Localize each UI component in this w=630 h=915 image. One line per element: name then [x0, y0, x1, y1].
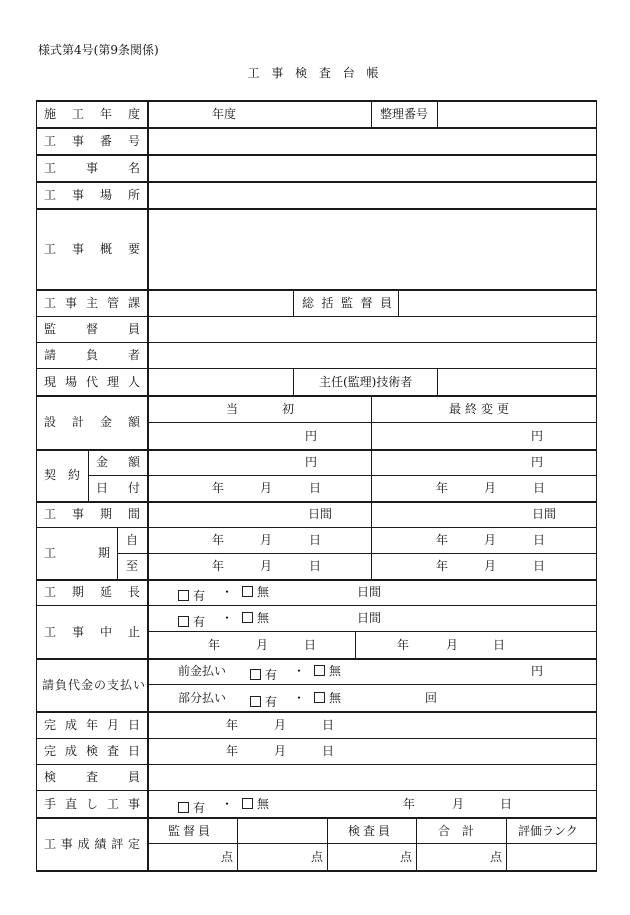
label-project-site: 工 事 場 所	[44, 188, 140, 202]
design-initial-unit: 円	[305, 429, 318, 443]
eval-points-4: 点	[490, 850, 503, 864]
partial-yes-checkbox[interactable]	[250, 696, 261, 707]
contract-final-day: 日	[533, 481, 546, 495]
eval-col-inspector: 検査員	[348, 824, 394, 838]
rework-no-checkbox[interactable]	[242, 798, 253, 809]
label-suspension: 工 事 中 止	[44, 625, 140, 639]
page-title: 工 事 検 査 台 帳	[247, 66, 383, 80]
suspension-yes-checkbox[interactable]	[178, 616, 189, 627]
extension-choice: 有 ・ 無	[178, 585, 205, 604]
term-from-final-day: 日	[533, 533, 546, 547]
inspection-month: 月	[274, 744, 287, 758]
extension-yes-checkbox[interactable]	[178, 590, 189, 601]
completion-month: 月	[274, 718, 287, 732]
label-rework: 手 直 し 工 事	[44, 797, 140, 811]
contract-date-month: 月	[260, 481, 273, 495]
label-contract-amount: 金 額	[96, 455, 140, 469]
work-period-initial-unit: 日間	[308, 507, 333, 521]
label-design-amount: 設 計 金 額	[44, 415, 140, 429]
label-completion-inspection-date: 完 成 検 査 日	[44, 744, 140, 758]
rework-choice: 有 ・ 無	[178, 797, 205, 816]
payment-advance-unit: 円	[531, 664, 544, 678]
term-from-final-month: 月	[484, 533, 497, 547]
contract-date-year: 年	[212, 481, 225, 495]
rework-day: 日	[500, 797, 513, 811]
rework-month: 月	[452, 797, 465, 811]
label-contract: 契 約	[44, 468, 80, 482]
label-term: 工 期	[44, 546, 110, 560]
term-to-final-year: 年	[436, 559, 449, 573]
extension-unit: 日間	[357, 585, 382, 599]
label-reference-number: 整理番号	[380, 107, 429, 121]
label-project-name: 工 事 名	[44, 161, 140, 175]
inspection-year: 年	[226, 744, 239, 758]
col-initial: 当 初	[226, 402, 294, 416]
term-to-month: 月	[260, 559, 273, 573]
label-completion-date: 完 成 年 月 日	[44, 718, 140, 732]
eval-col-total: 合 計	[438, 824, 475, 838]
contract-final-year: 年	[436, 481, 449, 495]
label-site-agent: 現 場 代 理 人	[44, 375, 140, 389]
suspension-unit: 日間	[357, 611, 382, 625]
partial-no-checkbox[interactable]	[314, 692, 325, 703]
suspension-start-year: 年	[208, 638, 221, 652]
suspension-start-month: 月	[256, 638, 269, 652]
term-to-day: 日	[309, 559, 322, 573]
payment-partial-choice: 有 ・ 無	[250, 691, 277, 710]
label-supervisor: 監 督 員	[44, 322, 140, 336]
label-inspector: 検 査 員	[44, 770, 140, 784]
contract-final-unit: 円	[531, 455, 544, 469]
label-contract-date: 日 付	[96, 481, 140, 495]
term-to-final-month: 月	[484, 559, 497, 573]
label-project-summary: 工 事 概 要	[44, 242, 140, 256]
rework-yes-checkbox[interactable]	[178, 802, 189, 813]
label-term-to: 至	[126, 559, 139, 573]
advance-no-checkbox[interactable]	[314, 665, 325, 676]
term-from-year: 年	[212, 533, 225, 547]
label-term-from: 自	[126, 533, 139, 547]
fiscal-year-suffix: 年度	[212, 107, 237, 121]
term-to-year: 年	[212, 559, 225, 573]
col-final: 最終変更	[449, 402, 514, 416]
eval-points-1: 点	[221, 850, 234, 864]
label-evaluation: 工 事 成 績 評 定	[44, 837, 140, 851]
suspension-end-year: 年	[397, 638, 410, 652]
eval-col-supervisor: 監督員	[168, 824, 214, 838]
label-chief-engineer: 主任(監理)技術者	[319, 375, 413, 389]
completion-day: 日	[322, 718, 335, 732]
form-number: 様式第4号(第9条関係)	[38, 43, 159, 57]
label-contractor: 請 負 者	[44, 348, 140, 362]
suspension-end-day: 日	[493, 638, 506, 652]
payment-advance-choice: 有 ・ 無	[250, 664, 277, 683]
contract-date-day: 日	[309, 481, 322, 495]
extension-no-checkbox[interactable]	[242, 586, 253, 597]
term-from-day: 日	[309, 533, 322, 547]
eval-col-rank: 評価ランク	[518, 824, 578, 838]
completion-year: 年	[226, 718, 239, 732]
work-period-final-unit: 日間	[532, 507, 557, 521]
term-from-month: 月	[260, 533, 273, 547]
eval-points-3: 点	[400, 850, 413, 864]
design-final-unit: 円	[531, 429, 544, 443]
label-fiscal-year: 施 工 年 度	[44, 107, 140, 121]
term-from-final-year: 年	[436, 533, 449, 547]
inspection-day: 日	[322, 744, 335, 758]
suspension-start-day: 日	[304, 638, 317, 652]
suspension-choice: 有 ・ 無	[178, 611, 205, 630]
label-project-number: 工 事 番 号	[44, 134, 140, 148]
label-chief-supervisor: 総 括 監 督 員	[302, 296, 392, 310]
suspension-end-month: 月	[446, 638, 459, 652]
payment-partial-unit: 回	[425, 691, 438, 705]
payment-partial-label: 部分払い	[178, 691, 227, 705]
label-payment: 請負代金の支払い	[42, 678, 147, 692]
rework-year: 年	[403, 797, 416, 811]
contract-final-month: 月	[484, 481, 497, 495]
advance-yes-checkbox[interactable]	[250, 669, 261, 680]
contract-initial-unit: 円	[305, 455, 318, 469]
eval-points-2: 点	[311, 850, 324, 864]
label-work-period: 工 事 期 間	[44, 507, 140, 521]
payment-advance-label: 前金払い	[178, 664, 227, 678]
label-extension: 工 期 延 長	[44, 585, 140, 599]
label-managing-section: 工 事 主 管 課	[44, 296, 140, 310]
suspension-no-checkbox[interactable]	[242, 612, 253, 623]
term-to-final-day: 日	[533, 559, 546, 573]
